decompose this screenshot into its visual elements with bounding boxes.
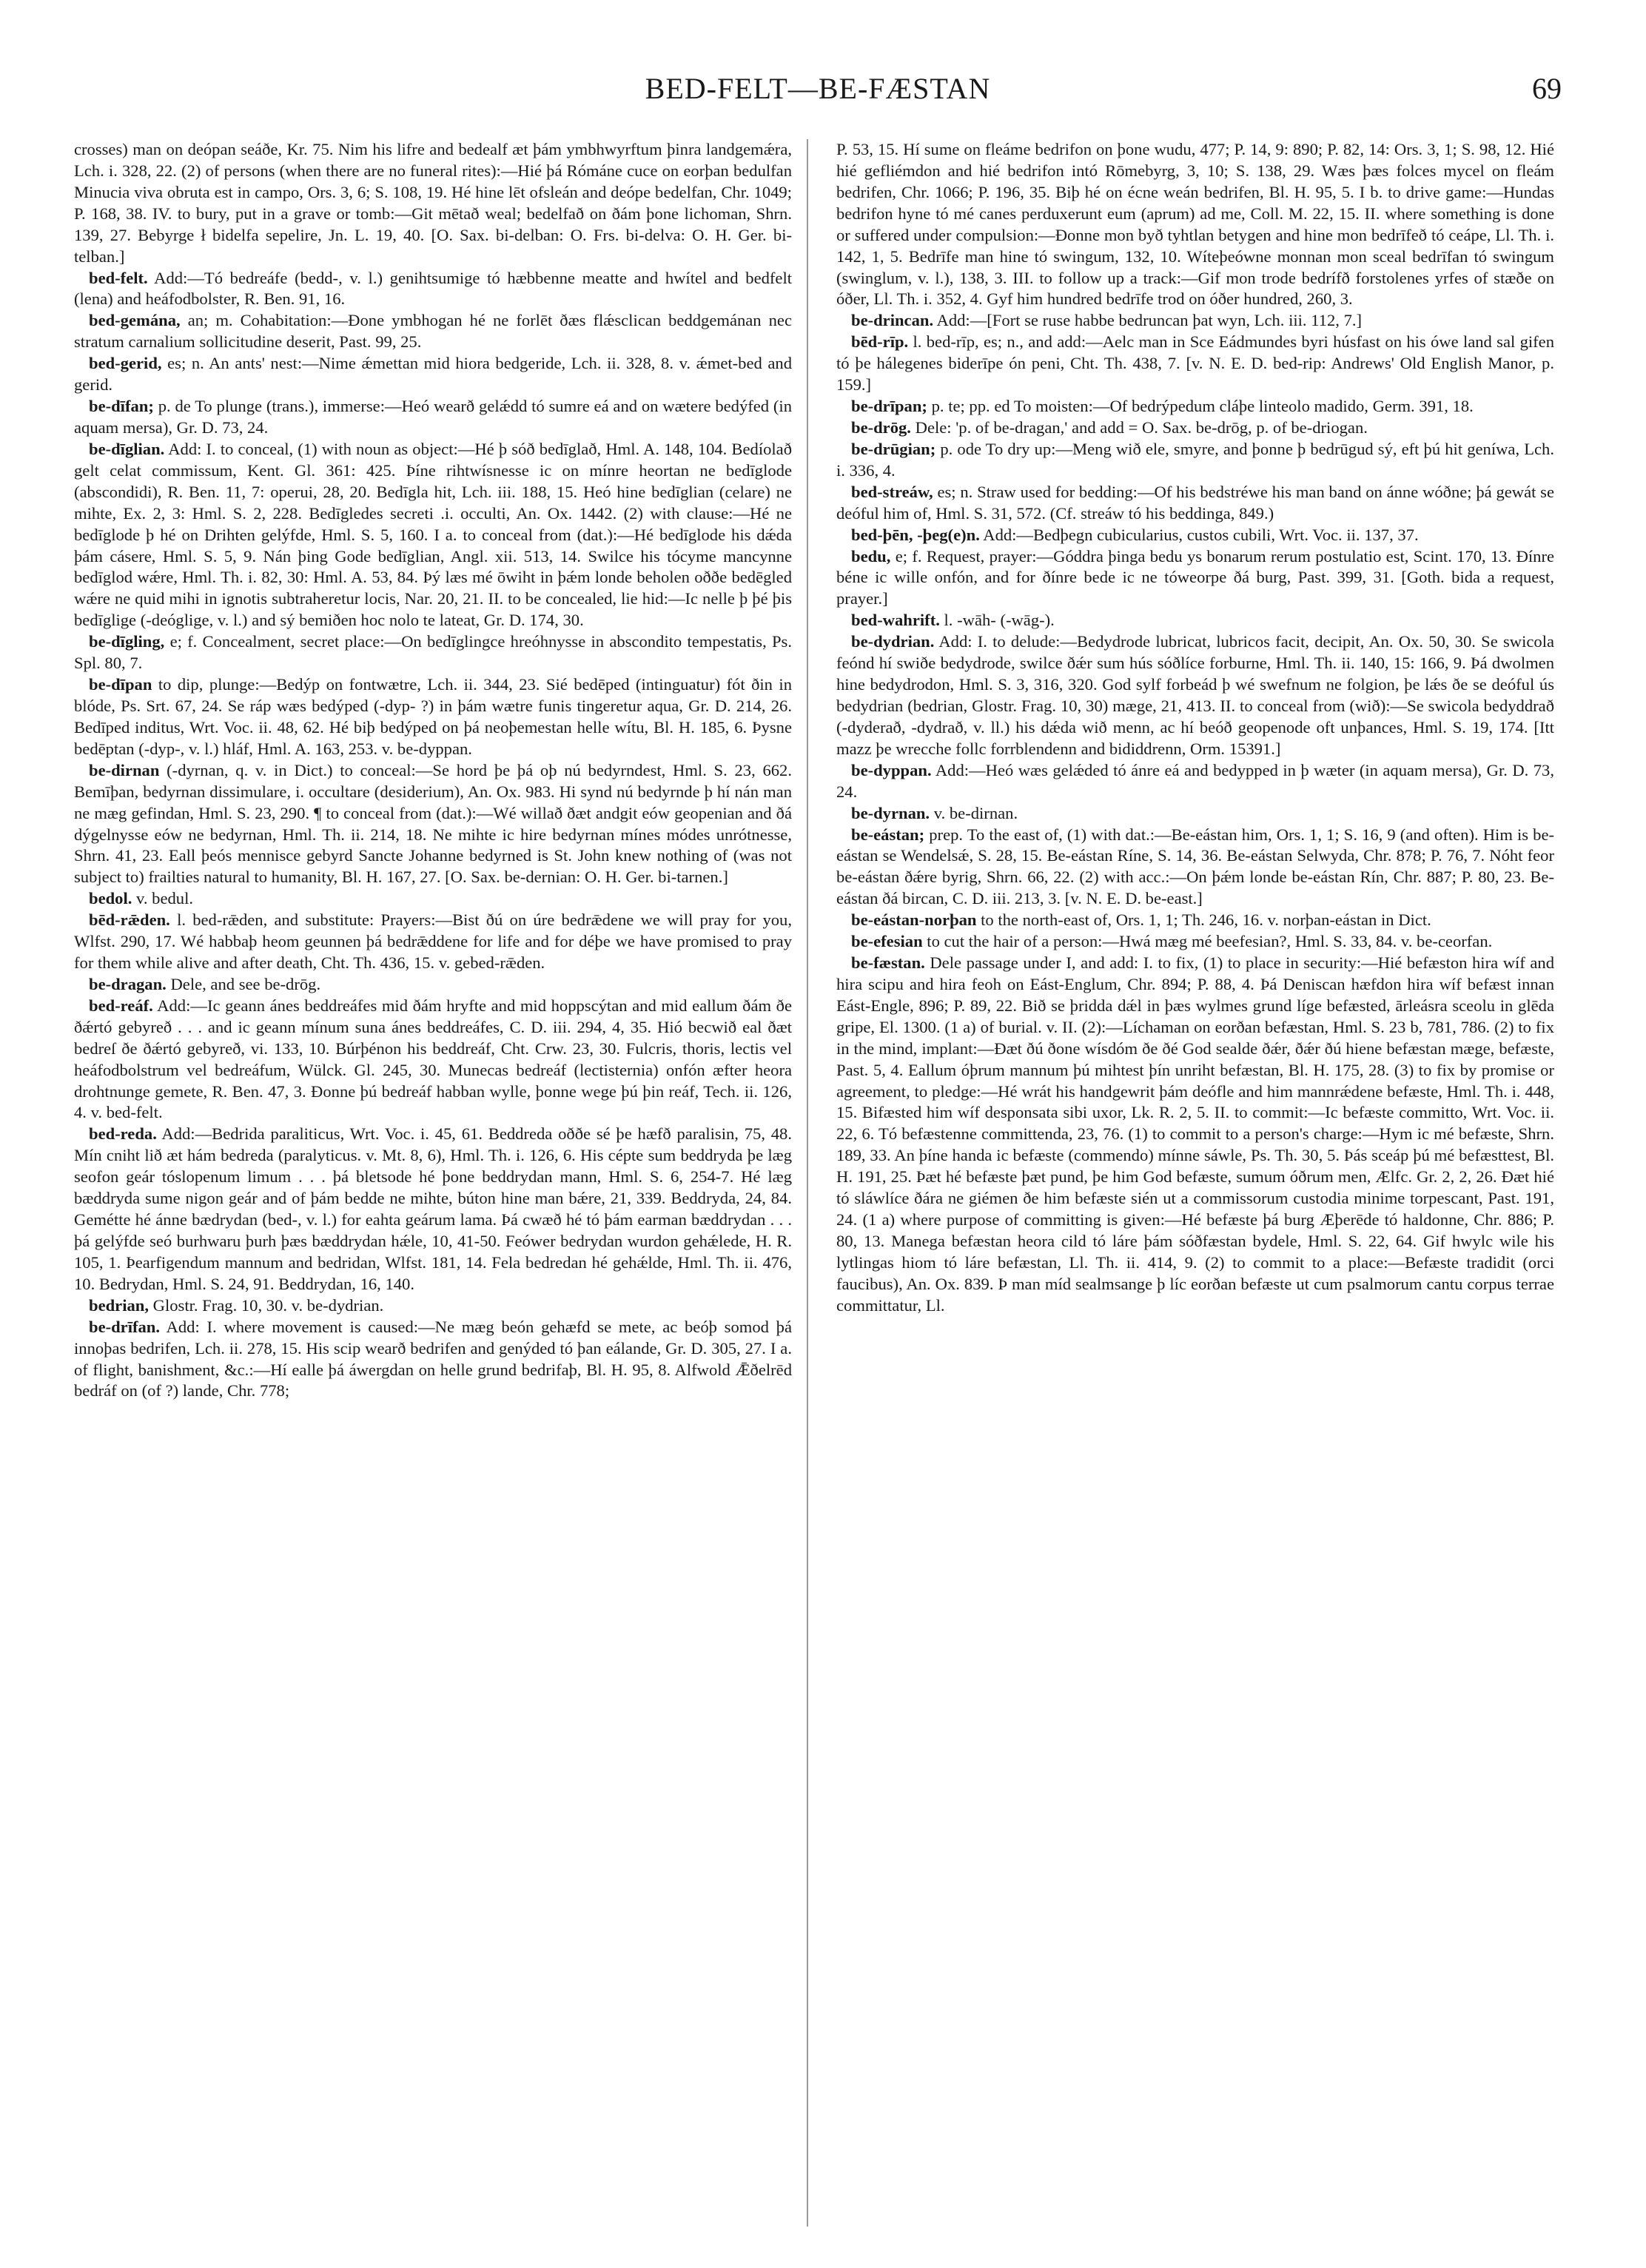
- dictionary-entry: [74, 1317, 792, 1403]
- entry-text: Add:—Tó bedreáfe (bedd-, v. l.) genihtsumige tó hæbbenne meatte and hwítel and bedfelt (lena) and heáfodbolster, R. Ben. 91, 16.: [74, 268, 792, 309]
- entry-headword: be-dragan.: [89, 974, 167, 993]
- dictionary-entry: [836, 825, 1554, 910]
- entry-headword: be-dīgling,: [89, 632, 165, 651]
- entry-text: Dele passage under I, and add: I. to fix, (1) to place in security:—Hié befæston hira wíf and hira scipu and hira feoh on Eást-Englum, Chr. 894; P. 88, 4. Þá Deniscan hæfdon hira wíf befæst innan Eást-Engle, 896; P. 89, 22. Bið se þridda dǽl in þæs wylmes grund líge befæsted, ārleásra sceolu in glēda gripe, El. 1300. (1 a) of burial. v. II. (2):—Líchaman on eorðan befæstan, Hml. S. 23 b, 781, 786. (2) to fix in the mind, implant:—Ðæt ðú ðone wísdóm ðe ðé God sealde ðǽr, ðǽr ðú hiene befæstan mæge, befæste, Past. 5, 4. Eallum óþrum mannum þú mihtest þín unriht befæstan, Bl. H. 175, 28. (3) to fix by promise or agreement, to pledge:—Hé wrát his handgewrit þám deófle and him mannrǽdene befæste, Hml. Th. i. 448, 15. Bifæsted him wíf desponsata sibi uxor, Lk. R. 2, 5. II. to commit:—Ic befæste committo, Wrt. Voc. ii. 22, 6. Tó befæstenne committenda, 23, 76. (1) to commit to a person's charge:—Hym ic mé befæste, Shrn. 189, 33. An þíne handa ic befæste (commendo) mínne sáwle, Ps. Th. 30, 5. Þás sceáp þú mé befæsttest, Bl. H. 191, 25. Þæt hé befæste þæt pund, þe him God befæste, sumum óðrum men, Ælfc. Gr. 2, 2, 26. Ðæt hié tó sláwlíce ðára ne giémen ðe him befæste sién ut a commissorum custodia minime torpescant, Past. 191, 24. (1 a) where purpose of committing is given:—Hé befæste þá burg Æþerēde tó haldonne, Chr. 886; P. 80, 13. Manega befæstan heora cild tó láre þám sóðfæstan bydele, Hml. S. 22, 64. Gif hwylc wile his lytlingas hiom tó láre befæstan, Ll. Th. ii. 414, 9. (2) to commit to a place:—Befæste tradidit (orci faucibus), An. Ox. 839. Þ man míd sealmsange þ líc eorðan befæste ut cum psalmorum cantu corpus terrae committatur, Ll.: [836, 953, 1554, 1315]
- entry-text: l. bed-rǣden, and substitute: Prayers:—Bist ðú on úre bedrǣdene we will pray for you, Wlfst. 290, 17. Wé habbaþ heom geunnen þá bedrǣddene for life and for déþe we have promised to pray for them while alive and after death, Cht. Th. 436, 15. v. gebed-rǣden.: [74, 910, 792, 973]
- entry-headword: bed-gemána,: [89, 311, 181, 330]
- dictionary-entry: [74, 139, 792, 268]
- entry-headword: bed-þēn, -þeg(e)n.: [851, 525, 980, 544]
- entry-text: l. -wāh- (-wāg-).: [944, 611, 1055, 630]
- dictionary-entry: [836, 546, 1554, 611]
- dictionary-entry: [836, 953, 1554, 1317]
- entry-text: Add: I. to delude:—Bedydrode lubricat, lubricos facit, decipit, An. Ox. 50, 30. Se swicola feónd hí swiðe bedydrode, swilce ðǽr sum hús sóðlíce forburne, Hml. Th. ii. 140, 15: 166, 9. Þá dwolmen hine bedydrodon, Hml. S. 3, 316, 320. God sylf forbeád þ wé swefnum ne folgion, þe lǽs ðe se deóful ús bedydrian (bedrian, Glostr. Frag. 10, 30) mæge, 21, 413. II. to conceal from (wið):—Se swicola bedyddrað (-dyderað, -dydrað, v. ll.) his dǽda wið menn, ac hí beóð geopenode oft unþances, Hml. S. 19, 174. [Itt mazz þe wrecche follc forrblendenn and bididdrenn, Orm. 15391.]: [836, 632, 1554, 758]
- entry-text: Add:—Bedþegn cubicularius, custos cubili, Wrt. Voc. ii. 137, 37.: [983, 525, 1419, 544]
- dictionary-entry: [74, 396, 792, 439]
- entry-headword: be-dirnan: [89, 760, 160, 779]
- dictionary-entry: [836, 525, 1554, 546]
- entry-text: e; f. Concealment, secret place:—On bedīglingce hreóhnysse in abscondito tempestatis, Ps. Spl. 80, 7.: [74, 632, 792, 673]
- entry-headword: be-drīfan.: [89, 1317, 161, 1336]
- dictionary-entry: [836, 631, 1554, 760]
- entry-text: Add:—Heó wæs gelǽded tó ánre eá and bedypped in þ wæter (in aquam mersa), Gr. D. 73, 24.: [836, 760, 1554, 801]
- entry-text: es; n. An ants' nest:—Nime ǽmettan mid hiora bedgeride, Lch. ii. 328, 8. v. ǽmet-bed and gerid.: [74, 354, 792, 395]
- entry-headword: be-dīglian.: [89, 439, 165, 458]
- dictionary-entry: [836, 439, 1554, 482]
- entry-text: Add: I. to conceal, (1) with noun as object:—Hé þ sóð bedīglað, Hml. A. 148, 104. Bedíolað gelt celat commissum, Kent. Gl. 361: 425. Þíne rihtwísnesse ic on mínre heortan ne bedīglode (abscondidi), R. Ben. 11, 7: operui, 28, 20. Bedīgla hit, Lch. iii. 188, 15. Heó hine bedīglian (celare) ne mihte, Ex. 2, 3: Hml. S. 2, 228. Bedīgledes secreti .i. occulti, An. Ox. 1442. (2) with clause:—Hé ne bedīglode þ hé on Drihten gelýfde, Hml. S. 5, 160. I a. to conceal from (dat.):—Hé bedīglode his dǽda þám cásere, Hml. S. 5, 9. Nán þing Gode bedīglian, Angl. xii. 513, 14. Swilce his tócyme mancynne bedīglod wǽre, Hml. Th. i. 82, 30: Hml. A. 53, 84. Þý læs mé ōwiht in þǽm londe beholen oððe bedēgled wǽre ne quid mihi in ignotis subtraheretur locis, Nar. 20, 21. II. to be concealed, lie hid:—Ic nelle þ þé þis bedīglige (-deóglige, v. l.) and sý bemiðen hoc nolo te lateat, Gr. D. 174, 30.: [74, 439, 792, 630]
- entry-headword: be-eástan;: [851, 825, 925, 844]
- entry-headword: bedol.: [89, 889, 132, 908]
- column-divider: [807, 139, 808, 2227]
- dictionary-entry: [74, 439, 792, 631]
- entry-text: prep. To the east of, (1) with dat.:—Be-eástan him, Ors. 1, 1; S. 16, 9 (and often). Him is be-eástan se Wendelsǽ, S. 28, 15. Be-eástan Ríne, S. 14, 36. Be-eástan Selwyda, Chr. 878; P. 76, 7. Nóht feor be-eástan ðǽre byrig, Shrn. 66, 22. (2) with acc.:—On þǽm londe be-eástan Rín, Chr. 887; P. 80, 23. Be-eástan ðá bircan, C. D. iii. 213, 3. [v. N. E. D. be-east.]: [836, 825, 1554, 908]
- right-column: [836, 139, 1554, 2227]
- dictionary-entry: [74, 974, 792, 996]
- entry-text: crosses) man on deópan seáðe, Kr. 75. Nim his lifre and bedealf æt þám ymbhwyrftum þinra landgemǽra, Lch. i. 328, 22. (2) of persons (when there are no funeral rites):—Hié þá Rómáne cuce on eorþan bedulfan Minucia viva obruta est in campo, Ors. 3, 6; S. 108, 19. Hé hine lēt ofsleán and deópe bedelfan, Chr. 1049; P. 168, 38. IV. to bury, put in a grave or tomb:—Git mētað weal; bedelfað on ðám þone lichoman, Shrn. 139, 27. Bebyrge ł bidelfa sepelire, Jn. L. 19, 40. [O. Sax. bi-delban: O. Frs. bi-delva: O. H. Ger. bi-telban.]: [74, 140, 792, 266]
- dictionary-entry: [74, 268, 792, 311]
- entry-text: Add: I. where movement is caused:—Ne mæg beón gehæfd se mete, ac beóþ somod þá innoþas bedrifen, Lch. ii. 278, 15. His scip wearð bedrifen and genýded tó þan eálande, Gr. D. 305, 27. I a. of flight, banishment, &c.:—Hí ealle þá áwergdan on helle grund bedrifaþ, Bl. H. 95, 8. Alfwold Ǣðelrēd bedráf on (of ?) lande, Chr. 778;: [74, 1317, 792, 1400]
- entry-headword: be-drincan.: [851, 311, 934, 330]
- dictionary-entry: [74, 996, 792, 1124]
- entry-text: Dele, and see be-drōg.: [170, 974, 321, 993]
- page-number: 69: [1532, 72, 1562, 105]
- entry-text: v. be-dirnan.: [933, 803, 1018, 822]
- entry-headword: be-efesian: [851, 932, 923, 951]
- entry-headword: bed-gerid,: [89, 354, 162, 373]
- entry-headword: be-dyppan.: [851, 760, 932, 779]
- entry-headword: bēd-rǣden.: [89, 910, 170, 930]
- left-column: [74, 139, 792, 2227]
- entry-headword: bedu,: [851, 546, 891, 566]
- entry-text: Add:—Bedrida paraliticus, Wrt. Voc. i. 45, 61. Beddreda oððe sé þe hæfð paralisin, 75, 48. Mín cniht lið æt hám bedreda (paralyticus. v. Mt. 8, 6), Hml. Th. i. 126, 6. His cépte sum beddryda þe læg seofon geár tóslopenum limum . . . þá bletsode hé þone beddrydan mann, Hml. S. 6, 254-7. Hé læg bæddryda sume nigon geár and of þám bedde ne mihte, búton hine man bǽre, 21, 339. Beddryda, 24, 84. Gemétte hé ánne bædrydan (bed-, v. l.) for eahta geárum lama. Þá cwæð hé tó þám earman bæddrydan . . . þá gelýfde seó burhwaru þurh þæs bæddrydan hǽle, 10, 41-50. Feówer bedrydan wurdon gehǽlede, H. R. 105, 1. Þearfigendum mannum and bedridan, Wlfst. 181, 14. Fela bedredan hé gehǽlde, Hml. Th. ii. 476, 10. Bedrydan, Hml. S. 24, 91. Beddrydan, 16, 140.: [74, 1124, 792, 1293]
- dictionary-entry: [74, 353, 792, 396]
- entry-text: P. 53, 15. Hí sume on fleáme bedrifon on þone wudu, 477; P. 14, 9: 890; P. 82, 14: Ors. 3, 1; S. 98, 12. Hié hié gefliémdon and hié bedrifon intó Rōmebyrg, 3, 10; S. 138, 29. Wæs þæs folces mycel on fleám bedrifen, Chr. 1066; P. 196, 35. Biþ hé on écne weán bedrifen, Bl. H. 95, 5. I b. to drive game:—Hundas bedrifon hyne tó mé canes perduxerunt eum (aprum) ad me, Coll. M. 22, 15. II. where something is done or suffered under compulsion:—Ðonne mon byð tyhtlan betygen and hine mon bedrīfeð tó ceápe, Ll. Th. i. 142, 1, 5. Bedrīfe man hine tó swingum, 132, 10. Wíteþeówne monnan mon sceal bedrīfan tó swingum (swinglum, v. l.), 138, 3. III. to follow up a track:—Gif mon trode bedrífð forstolenes yrfes of stæðe on óðer, Ll. Th. i. 352, 4. Gyf him hundred bedrīfe trod on óðer hundred, 260, 3.: [836, 140, 1554, 309]
- entry-text: p. de To plunge (trans.), immerse:—Heó wearð gelǽdd tó sumre eá and on wætere bedýfed (in aquam mersa), Gr. D. 73, 24.: [74, 397, 792, 437]
- entry-text: (-dyrnan, q. v. in Dict.) to conceal:—Se hord þe þá oþ nú bedyrndest, Hml. S. 23, 662. Bemīþan, bedyrnan dissimulare, i. occultare (desiderium), An. Ox. 983. Hi synd nú bedyrnde þ hí nán man ne mæg gefindan, Hml. S. 23, 290. ¶ to conceal from (dat.):—Wé willað ðæt andgit eów geopenian and ðá dýgelnysse eów ne bedyrnan, Hml. Th. ii. 214, 18. Ne mihte ic hire bedyrnan mínes módes unrótnesse, Shrn. 41, 23. Eall þeós mennisce gebyrd Sancte Johanne bedyrned is St. John knew nothing of (was not subject to) frailties natural to humanity, Bl. H. 167, 27. [O. Sax. be-dernian: O. H. Ger. bi-tarnen.]: [74, 760, 792, 887]
- entry-text: Dele: 'p. of be-dragan,' and add = O. Sax. be-drōg, p. of be-driogan.: [915, 417, 1368, 437]
- entry-text: to the north-east of, Ors. 1, 1; Th. 246, 16. v. norþan-eástan in Dict.: [981, 910, 1431, 930]
- entry-headword: bed-reáf.: [89, 996, 153, 1015]
- dictionary-entry: [74, 1295, 792, 1317]
- page-header: [74, 71, 1562, 115]
- entry-headword: be-eástan-norþan: [851, 910, 977, 930]
- entry-text: an; m. Cohabitation:—Ðone ymbhogan hé ne forlēt ðæs flǽsclican beddgemánan nec stratum carnalium sollicitudine deserit, Past. 99, 25.: [74, 311, 792, 352]
- dictionary-entry: [836, 482, 1554, 525]
- dictionary-entry: [74, 1124, 792, 1295]
- entry-headword: bed-felt.: [89, 268, 148, 287]
- entry-text: v. bedul.: [136, 889, 194, 908]
- dictionary-entry: [836, 910, 1554, 931]
- entry-headword: bed-wahrift.: [851, 611, 940, 630]
- dictionary-entry: [836, 139, 1554, 310]
- entry-headword: be-fæstan.: [851, 953, 925, 973]
- dictionary-entry: [74, 674, 792, 760]
- entry-headword: be-dīpan: [89, 675, 152, 694]
- dictionary-entry: [836, 310, 1554, 332]
- entry-headword: bed-streáw,: [851, 482, 933, 501]
- dictionary-entry: [74, 631, 792, 674]
- dictionary-entry: [836, 332, 1554, 396]
- dictionary-entry: [836, 396, 1554, 417]
- entry-text: to dip, plunge:—Bedýp on fontwætre, Lch. ii. 344, 23. Sié bedēped (intinguatur) fót ðin in blóde, Ps. Srt. 67, 24. Se ráp wæs bedýped (-dyp- ?) in þám wætre funis tingeretur aqua, Gr. D. 214, 26. Bedīped inditus, Wrt. Voc. ii. 48, 62. Hé biþ bedýped on þá neoþemestan helle wítu, Bl. H. 185, 6. Þysne bedēptan (-dyp-, v. l.) hláf, Hml. A. 163, 253. v. be-dyppan.: [74, 675, 792, 758]
- dictionary-entry: [836, 610, 1554, 631]
- dictionary-entry: [74, 310, 792, 353]
- entry-text: Glostr. Frag. 10, 30. v. be-dydrian.: [152, 1295, 384, 1315]
- dictionary-entry: [836, 760, 1554, 803]
- running-title: BED-FELT—BE-FÆSTAN: [645, 72, 991, 105]
- dictionary-entry: [836, 931, 1554, 953]
- entry-text: e; f. Request, prayer:—Góddra þinga bedu ys bonarum rerum postulatio est, Scint. 170, 13. Ðínre béne ic wille onfón, and for ðínre bede ic ne tóweorpe ðá burg, Past. 399, 31. [Goth. bida a request, prayer.]: [836, 546, 1554, 608]
- dictionary-entry: [74, 910, 792, 974]
- entry-text: Add:—[Fort se ruse habbe bedruncan þat wyn, Lch. iii. 112, 7.]: [936, 311, 1363, 330]
- dictionary-entry: [74, 888, 792, 910]
- entry-headword: be-drūgian;: [851, 439, 936, 458]
- entry-headword: bedrian,: [89, 1295, 149, 1315]
- dictionary-entry: [836, 803, 1554, 825]
- entry-headword: be-drōg.: [851, 417, 911, 437]
- entry-text: to cut the hair of a person:—Hwá mæg mé beefesian?, Hml. S. 33, 84. v. be-ceorfan.: [927, 932, 1493, 951]
- entry-text: Add:—Ic geann ánes beddreáfes mid ðám hryfte and mid hoppscýtan and mid eallum ðám ðe ðǽrtó gebyreð . . . and ic geann mínum suna ánes beddreáfes, C. D. iii. 294, 4, 35. Hió becwið eal ðæt bedreſ ðe ðǽrtó gebyreð, vi. 133, 10. Búrþénon his beddreáf, Cht. Crw. 23, 30. Fulcris, thoris, lectis vel heáfodbolstrum vel bedreáfum, Wülck. Gl. 245, 30. Munecas bedreáf (lectisternia) onfón æfter heora drohtnunge gemete, R. Ben. 47, 3. Ðonne þú bedreáf habban wylle, þonne wege þú þin reáf, Tech. ii. 126, 4. v. bed-felt.: [74, 996, 792, 1122]
- entry-text: l. bed-rīp, es; n., and add:—Aelc man in Sce Eádmundes byri húsfast on his ówe land sal gifen tó þe hálegenes biderīpe ón peni, Cht. Th. 438, 7. [v. N. E. D. bed-rip: Andrews' Old English Manor, p. 159.]: [836, 332, 1554, 395]
- dictionary-entry: [836, 417, 1554, 439]
- entry-headword: be-dydrian.: [851, 632, 935, 651]
- entry-text: p. ode To dry up:—Meng wið ele, smyre, and þonne þ bedrūgud sý, eft þú hit geníwa, Lch. i. 336, 4.: [836, 439, 1554, 480]
- dictionary-entry: [74, 760, 792, 889]
- entry-headword: bēd-rīp.: [851, 332, 909, 352]
- entry-text: es; n. Straw used for bedding:—Of his bedstréwe his man band on ánne wóðne; þá gewát se deóful him of, Hml. S. 31, 572. (Cf. streáw tó his beddinga, 849.): [836, 482, 1554, 523]
- entry-headword: bed-reda.: [89, 1124, 157, 1144]
- entry-headword: be-drīpan;: [851, 397, 927, 416]
- entry-text: p. te; pp. ed To moisten:—Of bedrýpedum cláþe linteolo madido, Germ. 391, 18.: [931, 397, 1474, 416]
- entry-headword: be-dīfan;: [89, 397, 154, 416]
- entry-headword: be-dyrnan.: [851, 803, 930, 822]
